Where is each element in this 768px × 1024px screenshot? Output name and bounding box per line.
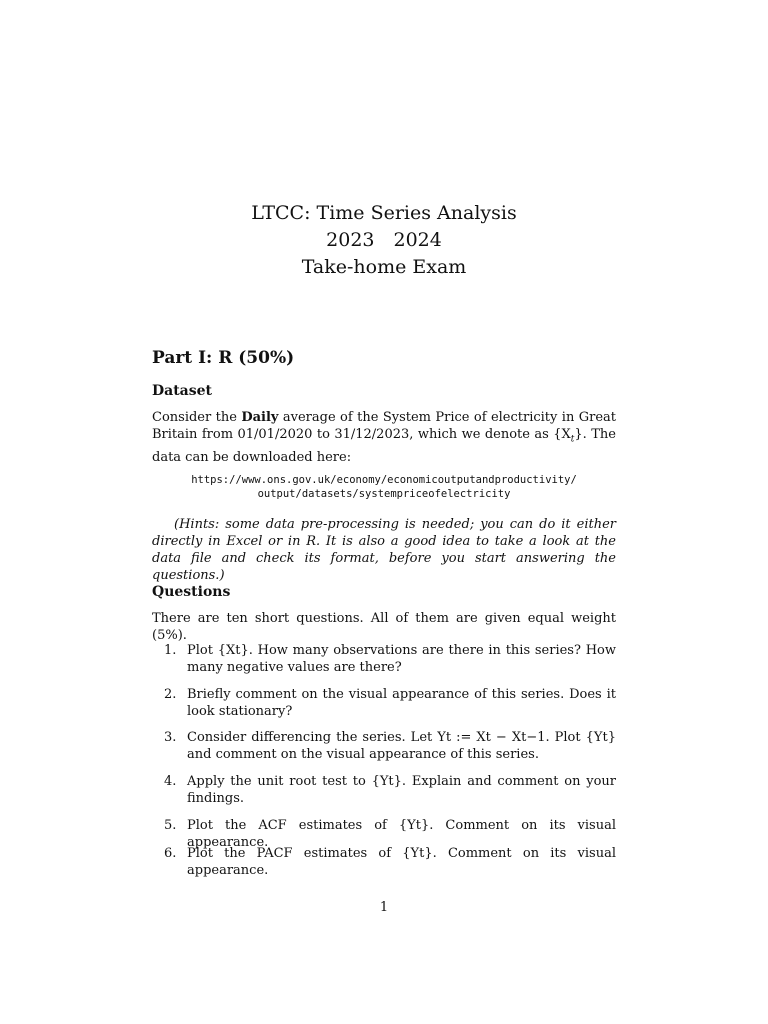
dataset-text-c: }. The data can be downloaded here: — [152, 427, 616, 465]
question-number: 4. — [164, 774, 177, 789]
page-number: 1 — [379, 900, 389, 915]
hint-paragraph: (Hints: some data pre-processing is needed; you can do it either directly in Excel or in R. It is also a good idea to take a look at the data file and check its format, before you start answering the questions.) — [152, 517, 616, 583]
question-number: 3. — [164, 730, 177, 745]
dataset-heading: Dataset — [152, 383, 213, 399]
question-item-4 — [152, 773, 616, 807]
question-text: Apply the unit root test to {Yt}. Explain and comment on your findings. — [187, 774, 616, 806]
title-line-1: LTCC: Time Series Analysis — [251, 202, 517, 224]
question-number: 6. — [164, 846, 177, 861]
url-line-1[interactable]: https://www.ons.gov.uk/economy/economicoutputandproductivity/ — [191, 474, 577, 486]
dataset-text-bold: Daily — [241, 410, 279, 425]
question-number: 1. — [164, 643, 177, 658]
title-line-3: Take-home Exam — [301, 256, 467, 278]
title-line-2: 2023 2024 — [326, 229, 442, 251]
question-text: Consider differencing the series. Let Yt := Xt − Xt−1. Plot {Yt} and comment on the visual appearance of this series. — [187, 730, 616, 762]
question-item-2 — [152, 686, 616, 720]
question-item-3 — [152, 729, 616, 763]
question-item-6 — [152, 845, 616, 879]
dataset-paragraph — [152, 409, 616, 466]
part1-heading: Part I: R (50%) — [152, 348, 295, 368]
dataset-text-sub: t — [570, 434, 575, 445]
questions-heading: Questions — [152, 584, 231, 600]
question-text: Briefly comment on the visual appearance of this series. Does it look stationary? — [187, 687, 616, 719]
question-number: 5. — [164, 818, 177, 833]
questions-intro: There are ten short questions. All of them are given equal weight (5%). — [152, 611, 616, 643]
question-text: Plot {Xt}. How many observations are there in this series? How many negative values are there? — [187, 643, 616, 675]
question-item-1 — [152, 642, 616, 676]
question-text: Plot the ACF estimates of {Yt}. Comment on its visual appearance. — [187, 818, 616, 850]
dataset-text-b: average of the System Price of electricity in Great Britain from 01/01/2020 to 31/12/2023, which we denote as {X — [152, 410, 616, 442]
question-number: 2. — [164, 687, 177, 702]
url-line-2[interactable]: output/datasets/systempriceofelectricity — [257, 488, 511, 500]
document-title — [0, 200, 768, 281]
question-text: Plot the PACF estimates of {Yt}. Comment on its visual appearance. — [187, 846, 616, 878]
dataset-text-a: Consider the — [152, 410, 242, 425]
dataset-url[interactable] — [152, 473, 616, 501]
